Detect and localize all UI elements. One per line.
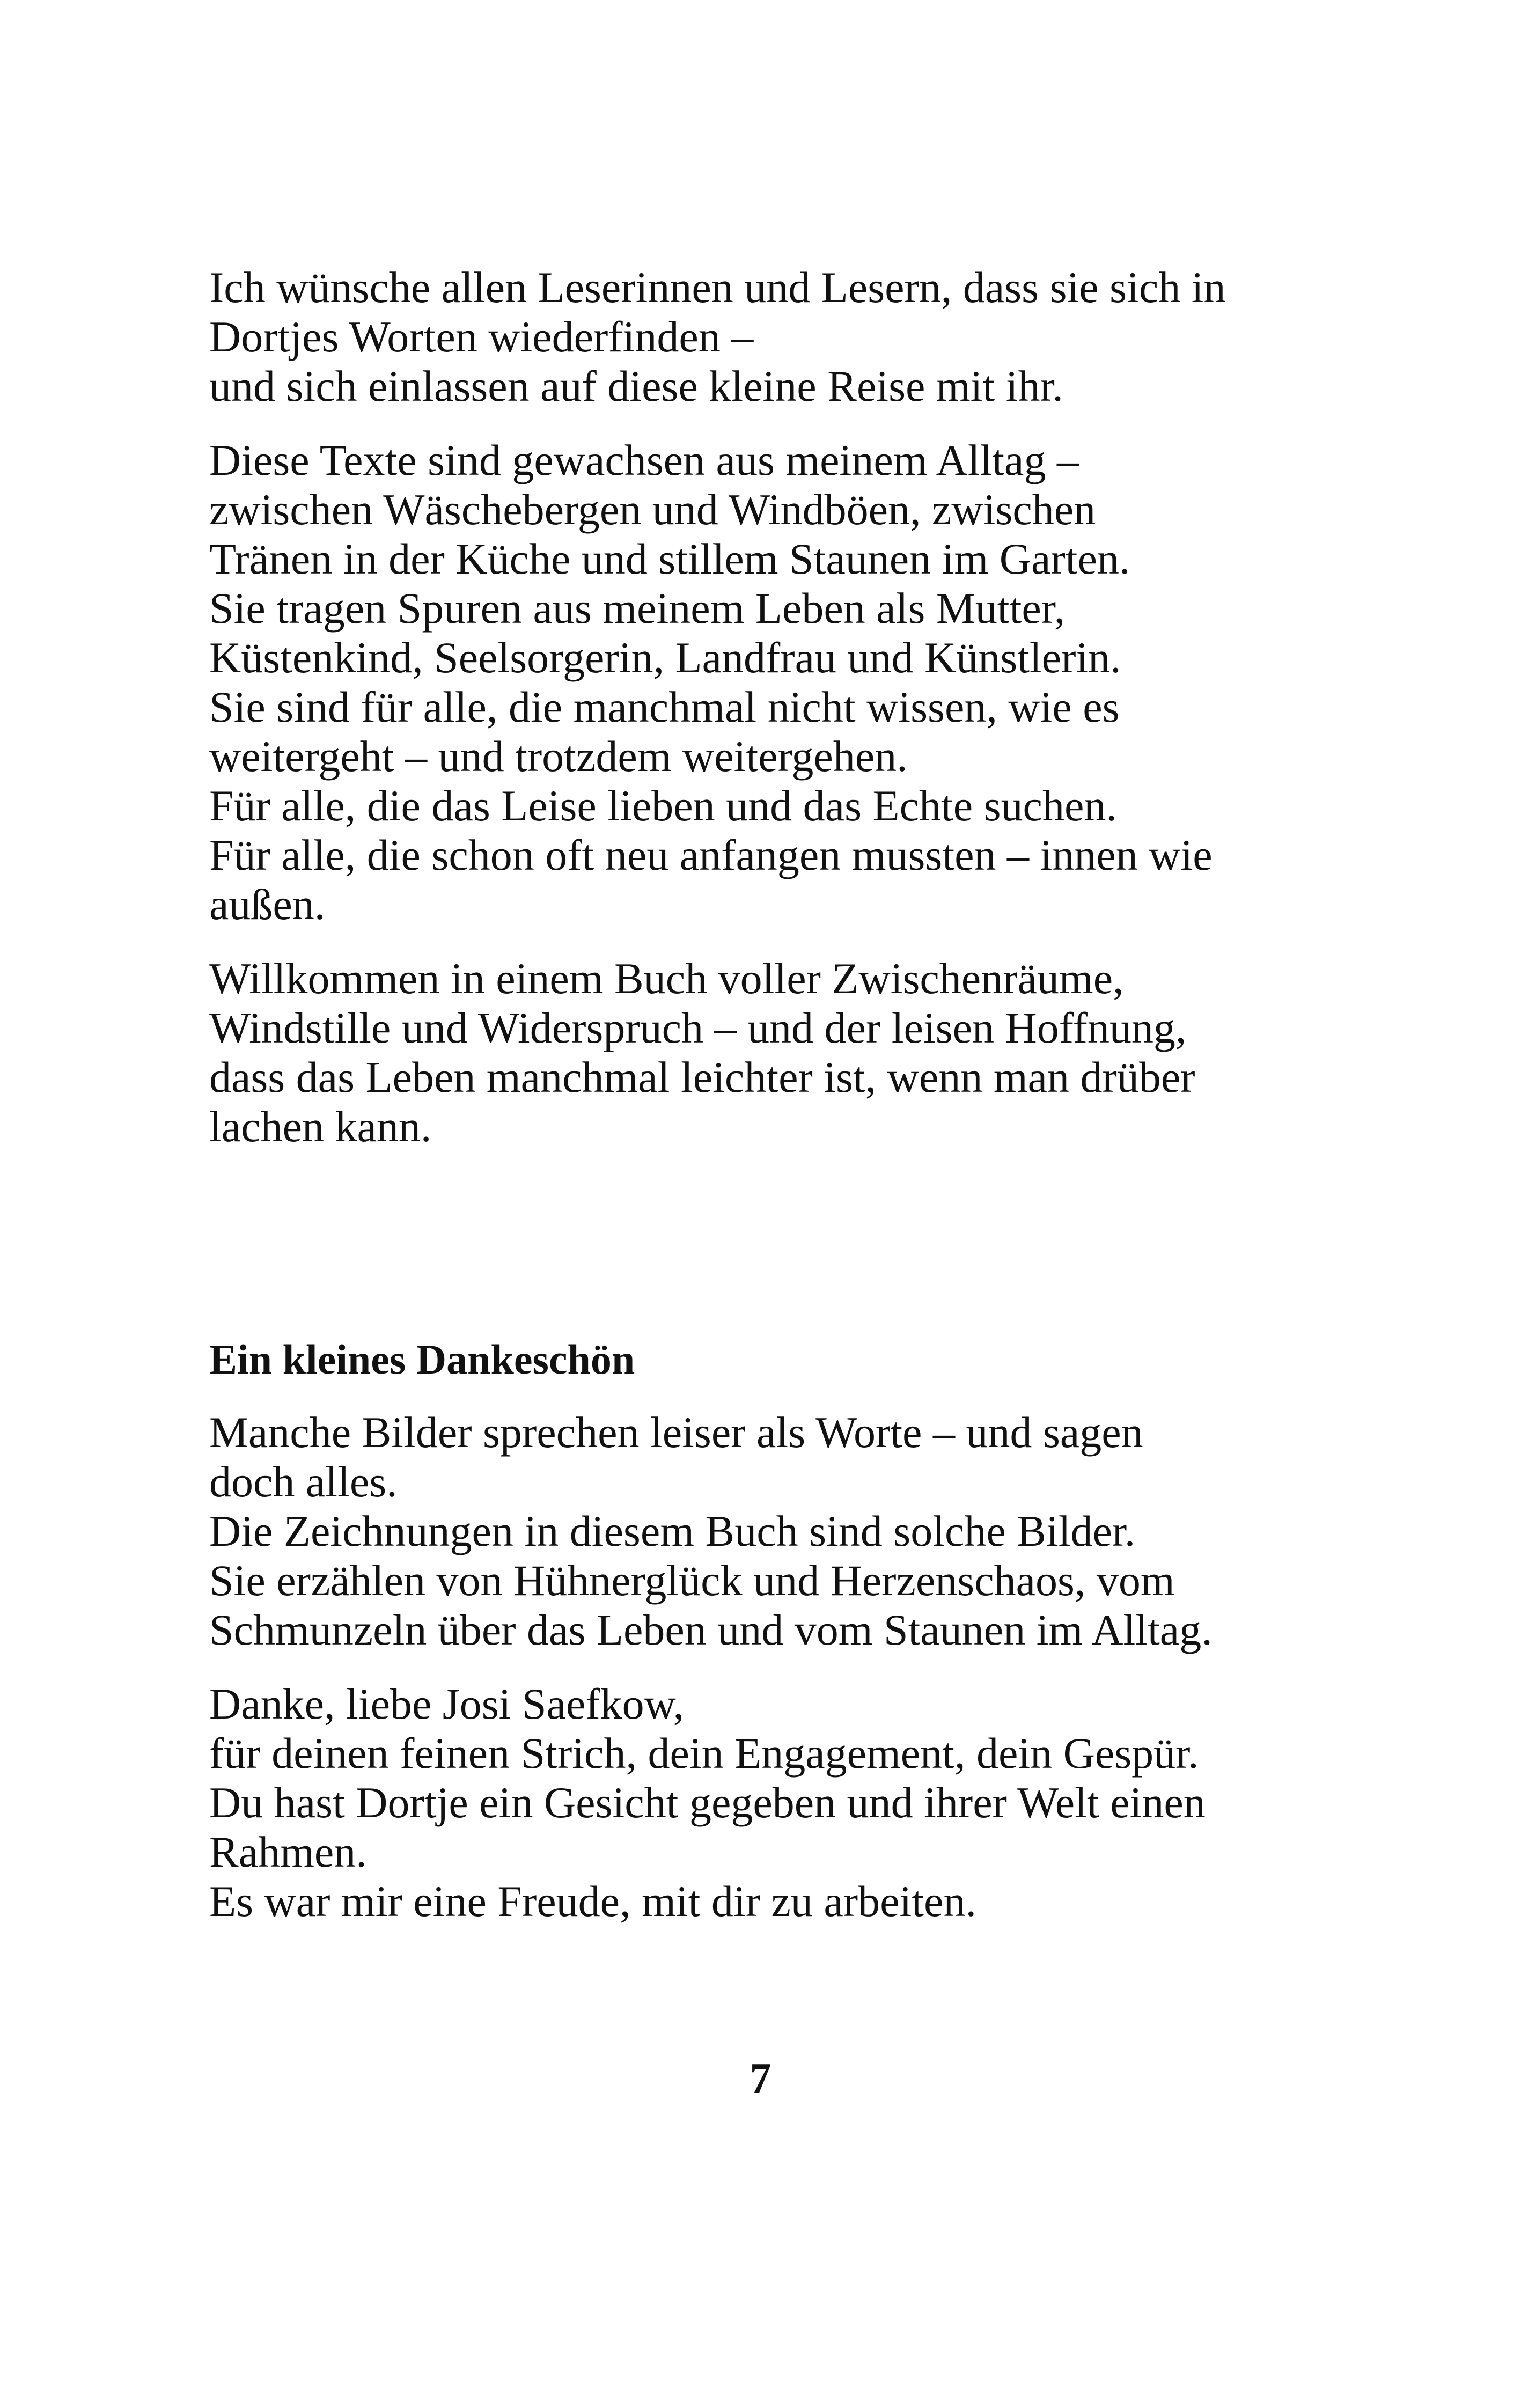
text-line: für deinen feinen Strich, dein Engagement, dein Gespür.	[209, 1729, 1199, 1778]
thanks-section	[209, 1335, 1325, 1926]
text-line: Willkommen in einem Buch voller Zwischenräume,	[209, 954, 1124, 1003]
text-line: und sich einlassen auf diese kleine Reise mit ihr.	[209, 362, 1063, 410]
intro-section	[209, 263, 1325, 1151]
text-line: Küstenkind, Seelsorgerin, Landfrau und Künstlerin.	[209, 633, 1121, 682]
text-line: zwischen Wäschebergen und Windböen, zwischen	[209, 485, 1096, 534]
text-line: Die Zeichnungen in diesem Buch sind solche Bilder.	[209, 1507, 1136, 1555]
text-line: Für alle, die das Leise lieben und das Echte suchen.	[209, 781, 1117, 830]
text-line: Manche Bilder sprechen leiser als Worte – und sagen	[209, 1408, 1143, 1457]
text-line: Rahmen.	[209, 1827, 367, 1876]
text-line: Ich wünsche allen Leserinnen und Lesern, dass sie sich in	[209, 263, 1226, 312]
section-spacer	[209, 1176, 1325, 1335]
thanks-paragraph-2	[209, 1679, 1325, 1926]
intro-paragraph-2	[209, 436, 1325, 929]
thanks-paragraph-1	[209, 1408, 1325, 1655]
intro-paragraph-3	[209, 954, 1325, 1151]
text-line: Danke, liebe Josi Saefkow,	[209, 1679, 685, 1728]
text-line: außen.	[209, 880, 326, 929]
text-line: Du hast Dortje ein Gesicht gegeben und ihrer Welt einen	[209, 1778, 1206, 1827]
text-line: lachen kann.	[209, 1102, 432, 1151]
text-line: doch alles.	[209, 1457, 398, 1506]
text-line: Tränen in der Küche und stillem Staunen im Garten.	[209, 534, 1130, 583]
text-line: weitergeht – und trotzdem weitergehen.	[209, 732, 908, 781]
text-line: Dortjes Worten wiederfinden –	[209, 312, 754, 361]
text-line: Diese Texte sind gewachsen aus meinem Alltag –	[209, 436, 1079, 484]
text-line: Sie erzählen von Hühnerglück und Herzenschaos, vom	[209, 1556, 1175, 1605]
page-number: 7	[750, 2055, 771, 2102]
text-line: Für alle, die schon oft neu anfangen mussten – innen wie	[209, 831, 1213, 879]
text-line: dass das Leben manchmal leichter ist, wenn man drüber	[209, 1053, 1195, 1102]
text-line: Windstille und Widerspruch – und der leisen Hoffnung,	[209, 1003, 1187, 1052]
text-line: Sie sind für alle, die manchmal nicht wissen, wie es	[209, 682, 1120, 731]
section-heading: Ein kleines Dankeschön	[209, 1336, 635, 1383]
text-line: Es war mir eine Freude, mit dir zu arbeiten.	[209, 1877, 976, 1926]
text-line: Sie tragen Spuren aus meinem Leben als Mutter,	[209, 584, 1066, 633]
text-line: Schmunzeln über das Leben und vom Staunen im Alltag.	[209, 1605, 1213, 1654]
page-body	[209, 263, 1325, 1951]
intro-paragraph-1	[209, 263, 1325, 411]
